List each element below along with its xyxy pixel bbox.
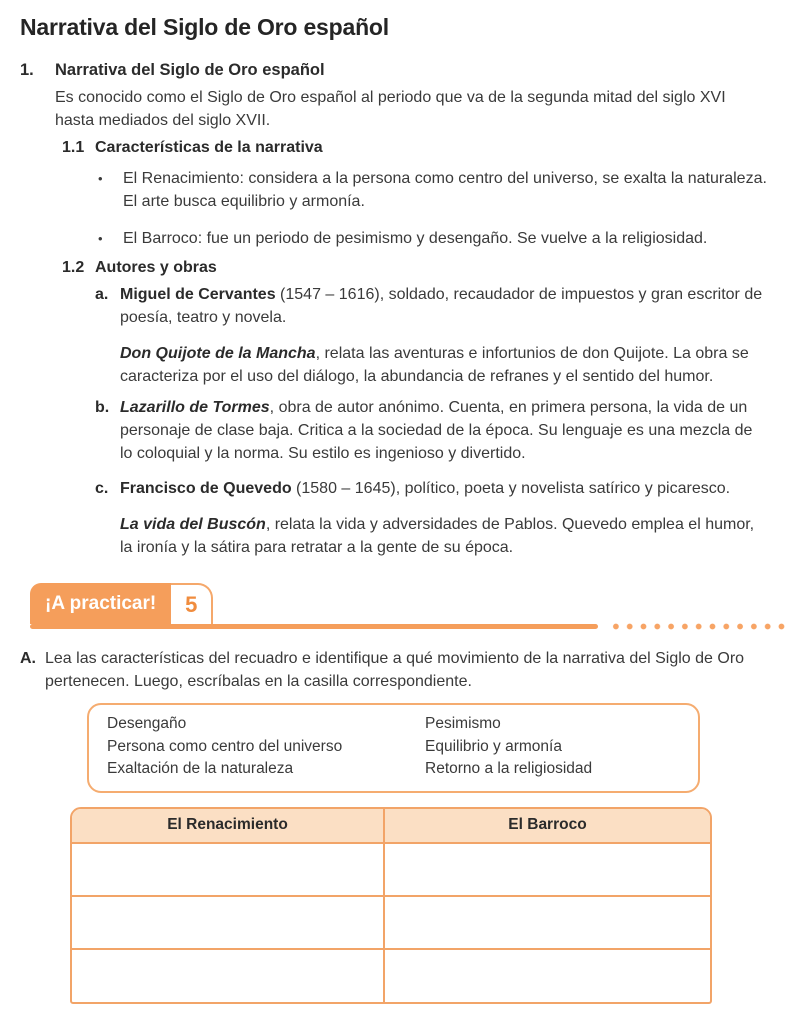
answer-cell-barroco [385, 844, 710, 895]
answer-cell-barroco [385, 897, 710, 948]
subsection-1-2-heading [62, 257, 767, 279]
bullet-barroco [98, 227, 767, 250]
work-title: Lazarillo de Tormes [120, 399, 270, 416]
subsection-heading-text: Autores y obras [95, 259, 217, 276]
author-name: Francisco de Quevedo [120, 480, 292, 497]
subsection-number: 1.1 [62, 139, 85, 156]
word-box-item: Pesimismo [425, 715, 501, 732]
dotted-line-decoration [609, 623, 788, 630]
word-box-item: Persona como centro del universo [107, 737, 343, 755]
answer-cell-renacimiento [72, 950, 385, 1002]
practice-section-header [0, 583, 791, 633]
practice-number-tab: 5 [171, 583, 213, 624]
section-1-heading [20, 59, 767, 82]
work-description: , relata las aventuras e infortunios de don Quijote. La obra se caracteriza por el uso del diálogo, la abundancia de refranes y el sentido del humor. [120, 345, 749, 385]
work-paragraph-quijote [120, 342, 767, 388]
item-label: c. [95, 480, 109, 497]
work-description: , obra de autor anónimo. Cuenta, en primera persona, la vida de un personaje de clase baja. Critica a la sociedad de la época. Su lenguaje es una mezcla de lo coloquial y la norma. Su estilo es ingenioso y divertido. [120, 399, 753, 462]
answer-table-row [72, 950, 710, 1002]
answer-table-row [72, 897, 710, 950]
answer-cell-renacimiento [72, 844, 385, 895]
bullet-icon: • [98, 171, 103, 186]
bullet-text: El Renacimiento: considera a la persona como centro del universo, se exalta la naturaleza. El arte busca equilibrio y armonía. [123, 170, 767, 210]
column-header-renacimiento: El Renacimiento [72, 809, 385, 842]
item-text [120, 477, 730, 500]
word-box-item: Exaltación de la naturaleza [107, 760, 294, 777]
subsection-number: 1.2 [62, 259, 85, 276]
practice-badge [30, 583, 213, 624]
exercise-text: Lea las características del recuadro e identifique a qué movimiento de la narrativa del Siglo de Oro pertenecen. Luego, escríbalas en la casilla correspondiente. [45, 650, 745, 690]
work-description: , relata la vida y adversidades de Pablos. Quevedo emplea el humor, la ironía y la sátira para retratar a la gente de su época. [120, 516, 755, 556]
section-number: 1. [20, 61, 34, 79]
section-intro-paragraph: Es conocido como el Siglo de Oro español al periodo que va de la segunda mitad del siglo XVI hasta mediados del siglo XVII. [55, 89, 726, 129]
author-item-quevedo [95, 477, 767, 500]
author-description: (1580 – 1645), político, poeta y novelista satírico y picaresco. [291, 480, 731, 497]
answer-cell-renacimiento [72, 897, 385, 948]
answer-table-header-row [72, 809, 710, 844]
subsection-1-1-heading [62, 137, 767, 159]
word-box-left-column [107, 713, 425, 781]
column-header-barroco: El Barroco [508, 815, 587, 833]
page-title: Narrativa del Siglo de Oro español [20, 14, 389, 40]
answer-table-row [72, 844, 710, 897]
subsection-heading-text: Características de la narrativa [95, 139, 323, 156]
work-item-lazarillo [95, 396, 767, 465]
bullet-renacimiento [98, 167, 767, 213]
bullet-icon: • [98, 231, 103, 246]
word-box-item: Equilibrio y armonía [425, 737, 562, 755]
characteristics-word-box [87, 703, 700, 793]
item-label: a. [95, 286, 109, 303]
bullet-text: El Barroco: fue un periodo de pesimismo y desengaño. Se vuelve a la religiosidad. [123, 230, 708, 247]
work-title: La vida del Buscón [120, 516, 266, 533]
exercise-a-instructions [20, 647, 767, 693]
practice-badge-label: ¡A practicar! [30, 583, 171, 624]
section-heading-text: Narrativa del Siglo de Oro español [55, 61, 325, 79]
exercise-label: A. [20, 650, 36, 667]
word-box-item: Desengaño [107, 715, 187, 732]
author-name: Miguel de Cervantes [120, 286, 276, 303]
answer-table [70, 807, 712, 1004]
work-title: Don Quijote de la Mancha [120, 345, 316, 362]
item-label: b. [95, 399, 110, 416]
work-paragraph-buscon [120, 513, 767, 559]
word-box-item: Retorno a la religiosidad [425, 760, 593, 777]
orange-rule-line [30, 624, 598, 629]
author-description: (1547 – 1616), soldado, recaudador de impuestos y gran escritor de poesía, teatro y novela. [120, 286, 763, 326]
item-text [120, 283, 767, 329]
author-item-cervantes [95, 283, 767, 329]
item-text [120, 396, 767, 465]
answer-cell-barroco [385, 950, 710, 1002]
word-box-right-column [425, 713, 698, 781]
